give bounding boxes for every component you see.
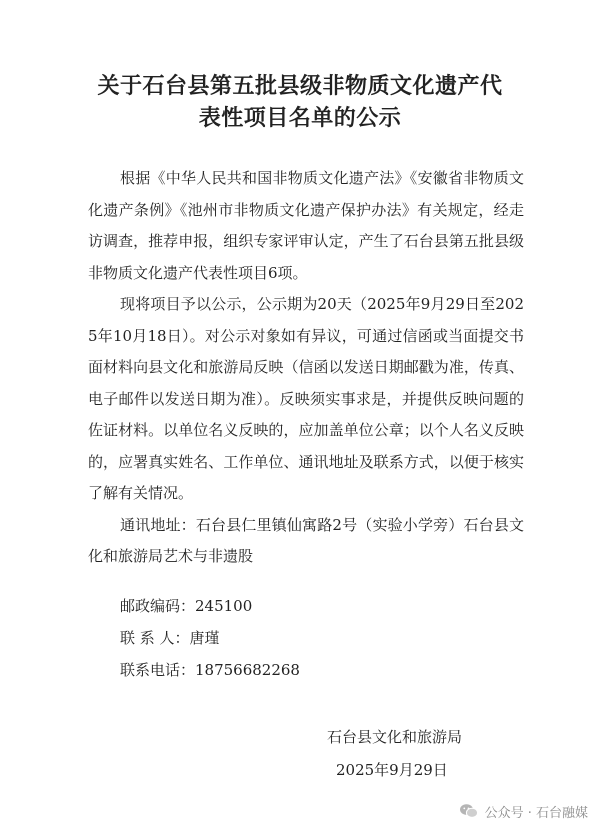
postal-code: 邮政编码：245100 bbox=[120, 597, 253, 615]
contact-phone: 联系电话：18756682268 bbox=[120, 661, 300, 679]
paragraph-notice: 现将项目予以公示，公示期为20天（2025年9月29日至2025年10月18日）。对公示对象如有异议，可通过信函或当面提交书面材料向县文化和旅游局反映（信函以发送日期邮戳为准，传真、电子邮件以发送日期为准）。反映须实事求是，并提供反映问题的佐证材料。以单位名义反映的，应加盖单位公章；以个人名义反映的，应署真实姓名、工作单位、通讯地址及联系方式，以便于核实了解有关情况。 bbox=[88, 295, 524, 502]
title-line-1: 关于石台县第五批县级非物质文化遗产代 bbox=[97, 73, 503, 99]
watermark-text: 公众号 · 石台融媒 bbox=[484, 805, 588, 821]
contact-person: 联 系 人：唐瑾 bbox=[120, 629, 220, 647]
watermark bbox=[459, 800, 588, 822]
signature-org: 石台县文化和旅游局 bbox=[327, 728, 463, 746]
title-line-2: 表性项目名单的公示 bbox=[198, 105, 402, 131]
document-title bbox=[0, 70, 600, 134]
document-body bbox=[88, 163, 524, 573]
paragraph-address: 通讯地址：石台县仁里镇仙寓路2号（实验小学旁）石台县文化和旅游局艺术与非遗股 bbox=[88, 515, 524, 565]
paragraph-basis: 根据《中华人民共和国非物质文化遗产法》《安徽省非物质文化遗产条例》《池州市非物质文化遗产保护办法》有关规定，经走访调查，推荐申报，组织专家评审认定，产生了石台县第五批县级非物质文化遗产代表性项目6项。 bbox=[88, 169, 524, 282]
signature-date: 2025年9月29日 bbox=[336, 761, 448, 779]
wechat-icon bbox=[459, 803, 479, 819]
